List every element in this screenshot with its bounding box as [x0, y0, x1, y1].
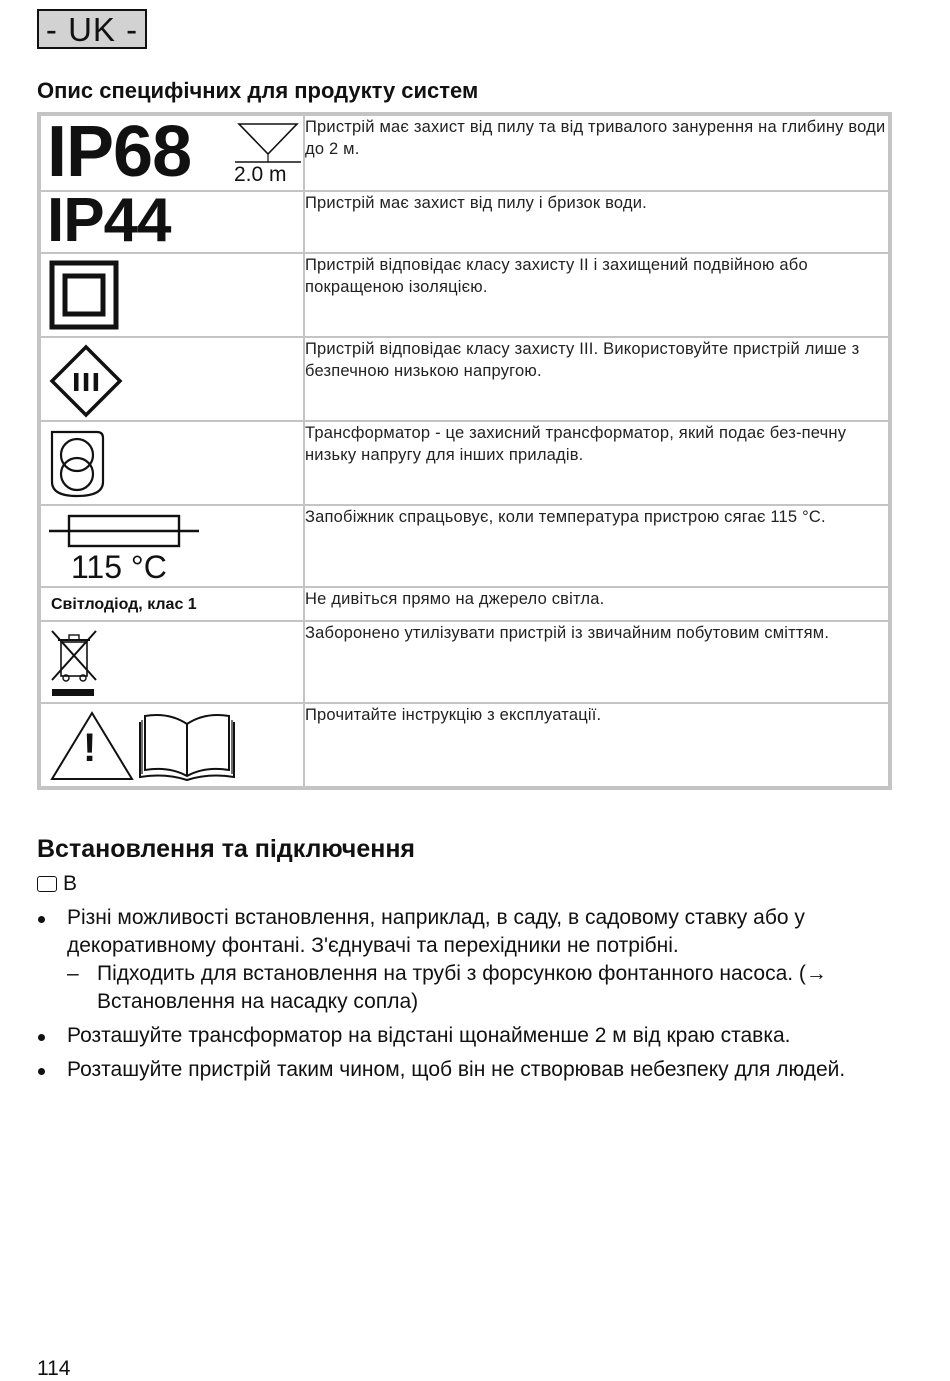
table-row — [40, 421, 889, 505]
row-description: Не дивіться прямо на джерело світла. — [304, 587, 889, 621]
table-row — [40, 115, 889, 191]
table-row — [40, 337, 889, 421]
table-row — [40, 253, 889, 337]
list-item — [37, 1022, 897, 1050]
diamond-iii-icon — [49, 344, 123, 418]
open-book-icon — [137, 710, 237, 782]
safety-transformer-icon — [40, 421, 304, 505]
protection-class-2-icon — [40, 253, 304, 337]
list-item — [37, 1056, 897, 1084]
ip44-label: IP44 — [47, 186, 171, 255]
row-description: Пристрій відповідає класу захисту II і захищений подвійною або покращеною ізоляцією. — [304, 253, 889, 337]
page-number: 114 — [37, 1357, 71, 1380]
protection-class-3-icon — [40, 337, 304, 421]
symbols-table — [37, 112, 892, 790]
warning-manual-icon — [40, 703, 304, 787]
bullet-text: Різні можливості встановлення, наприклад, в саду, в садовому ставку або у декоративному фонтані. З'єднувачі та перехідники не потрібні. — [67, 906, 805, 957]
row-description: Пристрій має захист від пилу та від тривалого занурення на глибину води до 2 м. — [304, 115, 889, 191]
install-section-title: Встановлення та підключення — [37, 835, 416, 863]
crossed-bin-icon — [49, 628, 101, 700]
list-item — [37, 904, 897, 1016]
led-class-cell — [40, 587, 304, 621]
row-description: Прочитайте інструкцію з експлуатації. — [304, 703, 889, 787]
table-row — [40, 621, 889, 703]
weee-crossed-bin-icon — [40, 621, 304, 703]
depth-label: 2.0 m — [234, 163, 287, 186]
figure-box-icon — [37, 876, 57, 892]
figure-reference — [37, 872, 77, 896]
install-bullets — [37, 904, 897, 1090]
ip44-icon — [40, 186, 304, 255]
transformer-icon — [49, 426, 109, 500]
figure-letter: B — [63, 872, 78, 895]
language-tag: - UK - — [37, 9, 147, 49]
thermal-fuse-icon — [40, 505, 304, 587]
sub-item-text: Підходить для встановлення на трубі з форсункою фонтанного насоса. (→ Встановлення на насадку сопла) — [97, 962, 827, 1013]
fuse-temperature-label: 115 °C — [71, 549, 167, 585]
row-description: Запобіжник спрацьовує, коли температура пристрою сягає 115 °C. — [304, 505, 889, 587]
row-description: Заборонено утилізувати пристрій із звичайним побутовим сміттям. — [304, 621, 889, 703]
warning-exclamation: ! — [83, 726, 97, 770]
table-row — [40, 505, 889, 587]
row-description: Пристрій має захист від пилу і бризок води. — [304, 191, 889, 253]
fuse-icon — [47, 510, 207, 554]
ip68-label: IP68 — [47, 112, 192, 192]
section-title: Опис специфічних для продукту систем — [37, 78, 479, 103]
ip68-depth-icon — [40, 112, 304, 192]
bullet-text: Розташуйте трансформатор на відстані щонайменше 2 м від краю ставка. — [67, 1024, 791, 1047]
bullet-text: Розташуйте пристрій таким чином, щоб він не створював небезпеку для людей. — [67, 1058, 846, 1081]
table-row — [40, 191, 889, 253]
sub-item — [67, 960, 897, 1016]
table-row — [40, 703, 889, 787]
double-square-icon — [49, 260, 121, 332]
led-class-label: Світлодіод, клас 1 — [51, 596, 197, 613]
row-description: Пристрій відповідає класу захисту III. Використовуйте пристрій лише з безпечною низькою напругою. — [304, 337, 889, 421]
row-description: Трансформатор - це захисний трансформатор, який подає без-печну низьку напругу для інших приладів. — [304, 421, 889, 505]
table-row — [40, 587, 889, 621]
dash-marker: – — [67, 962, 79, 985]
